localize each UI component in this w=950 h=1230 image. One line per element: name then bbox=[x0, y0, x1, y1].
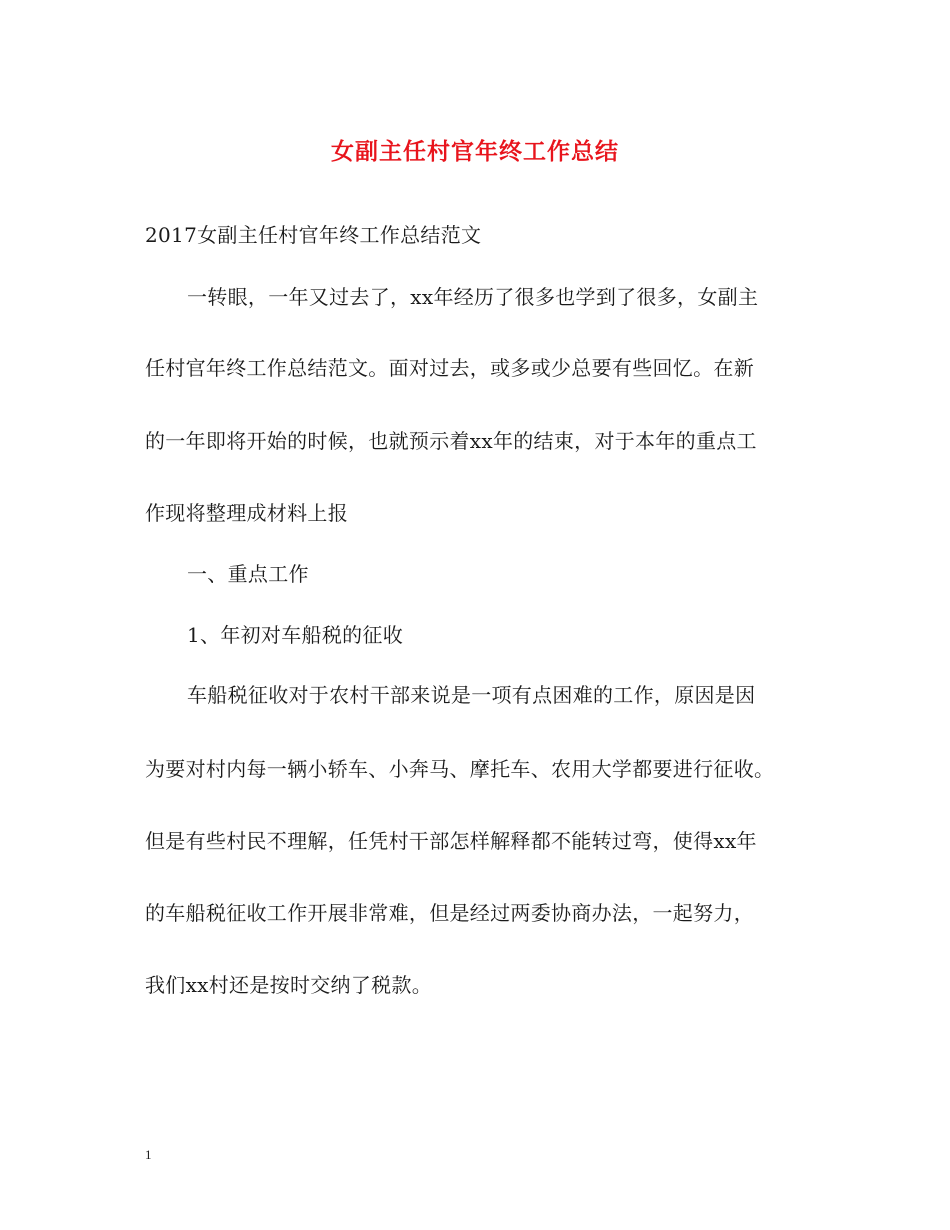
paragraph-line: 为要对村内每一辆小轿车、小奔马、摩托车、农用大学都要进行征收。 bbox=[145, 757, 775, 781]
paragraph-line: 的车船税征收工作开展非常难，但是经过两委协商办法，一起努力， bbox=[145, 901, 754, 925]
paragraph-line: 的一年即将开始的时候，也就预示着xx年的结束，对于本年的重点工 bbox=[145, 429, 757, 453]
subsection-heading: 1、年初对车船税的征收 bbox=[187, 623, 404, 647]
paragraph-line: 一转眼，一年又过去了，xx年经历了很多也学到了很多，女副主 bbox=[187, 285, 759, 309]
section-heading: 一、重点工作 bbox=[187, 562, 309, 586]
paragraph-line: 作现将整理成材料上报 bbox=[145, 501, 348, 525]
paragraph-line: 任村官年终工作总结范文。面对过去，或多或少总要有些回忆。在新 bbox=[145, 356, 754, 380]
paragraph-line: 我们xx村还是按时交纳了税款。 bbox=[145, 973, 433, 997]
document-subtitle: 2017女副主任村官年终工作总结范文 bbox=[145, 223, 482, 247]
page-number: 1 bbox=[145, 1147, 152, 1162]
paragraph-line: 但是有些村民不理解，任凭村干部怎样解释都不能转过弯，使得xx年 bbox=[145, 829, 757, 853]
document-title: 女副主任村官年终工作总结 bbox=[331, 139, 619, 165]
paragraph-line: 车船税征收对于农村干部来说是一项有点困难的工作，原因是因 bbox=[187, 683, 756, 707]
